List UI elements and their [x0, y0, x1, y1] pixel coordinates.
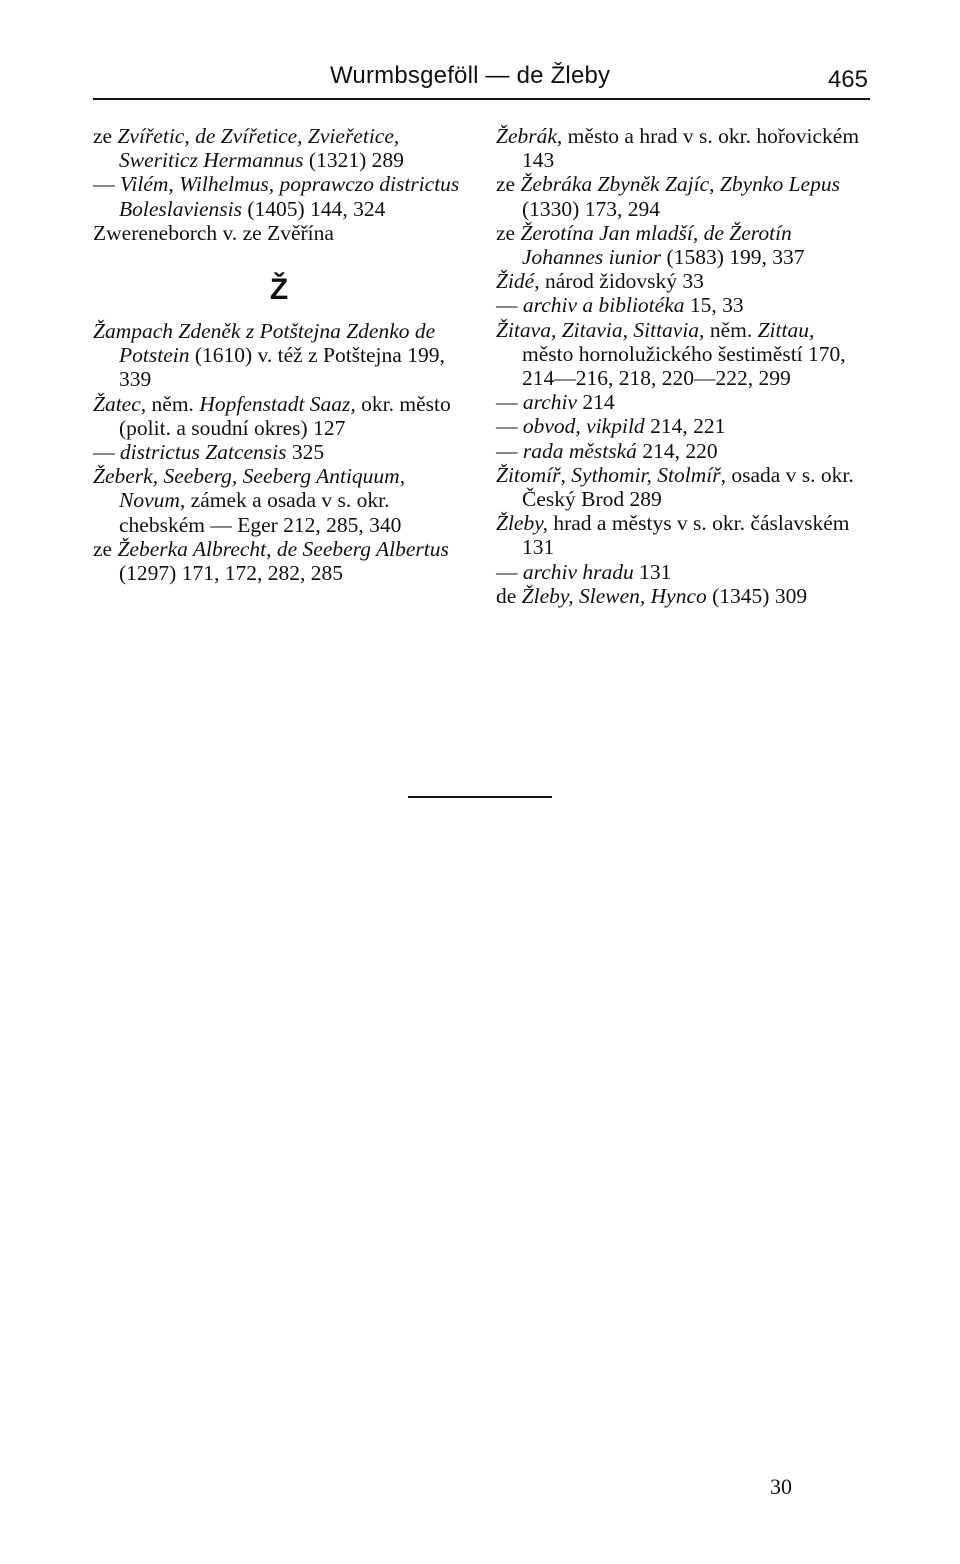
section-letter: Ž [269, 273, 289, 307]
header-rule [93, 98, 870, 100]
right-column [496, 124, 868, 608]
index-entry: — archiv 214 [496, 390, 615, 415]
index-entry: — archiv a bibliotéka 15, 33 [496, 293, 744, 318]
index-entry: — districtus Zatcensis 325 [93, 440, 325, 465]
index-entry: Žebrák, město a hrad v s. okr. hořovickém 143 [496, 124, 860, 173]
index-entry: Žatec, něm. Hopfenstadt Saaz, okr. město (polit. a soudní okres) 127 [93, 391, 451, 440]
printer-signature: 30 [770, 1474, 792, 1499]
index-entry: — Vilém, Wilhelmus, poprawczo districtus Boleslaviensis (1405) 144, 324 [93, 172, 460, 221]
index-entry: Židé, národ židovský 33 [496, 269, 704, 294]
index-entry: Žampach Zdeněk z Potštejna Zdenko de Potstein (1610) v. též z Potštejna 199, 339 [93, 319, 445, 392]
index-entry: Zwereneborch v. ze Zvěřína [93, 220, 334, 245]
index-entry: — rada městská 214, 220 [496, 438, 718, 463]
index-entry: de Žleby, Slewen, Hynco (1345) 309 [496, 583, 808, 608]
index-entry: Žleby, hrad a městys v s. okr. čáslavském 131 [496, 511, 850, 560]
page-number: 465 [827, 66, 868, 93]
index-entry: ze Žeberka Albrecht, de Seeberg Albertus (1297) 171, 172, 282, 285 [93, 536, 449, 586]
index-entry: — obvod, vikpild 214, 221 [496, 414, 726, 439]
running-title: Wurmbsgeföll — de Žleby [330, 62, 611, 89]
index-entry: — archiv hradu 131 [496, 559, 672, 584]
end-rule [408, 796, 552, 798]
index-entry: Žeberk, Seeberg, Seeberg Antiquum, Novum, zámek a osada v s. okr. chebském — Eger 212, 285, 340 [93, 464, 406, 537]
index-entry: Žitomíř, Sythomir, Stolmíř, osada v s. okr. Český Brod 289 [496, 462, 854, 512]
index-entry: ze Žebráka Zbyněk Zajíc, Zbynko Lepus (1330) 173, 294 [496, 172, 840, 221]
index-entry: Žitava, Zitavia, Sittavia, něm. Zittau, město hornolužického šestiměstí 170, 214—216, 218, 220—222, 299 [496, 317, 846, 391]
index-entry: ze Žerotína Jan mladší, de Žerotín Johannes iunior (1583) 199, 337 [496, 220, 805, 270]
left-column [93, 124, 465, 585]
index-entry: ze Zvířetic, de Zvířetice, Zvieřetice, Sweriticz Hermannus (1321) 289 [93, 124, 404, 173]
